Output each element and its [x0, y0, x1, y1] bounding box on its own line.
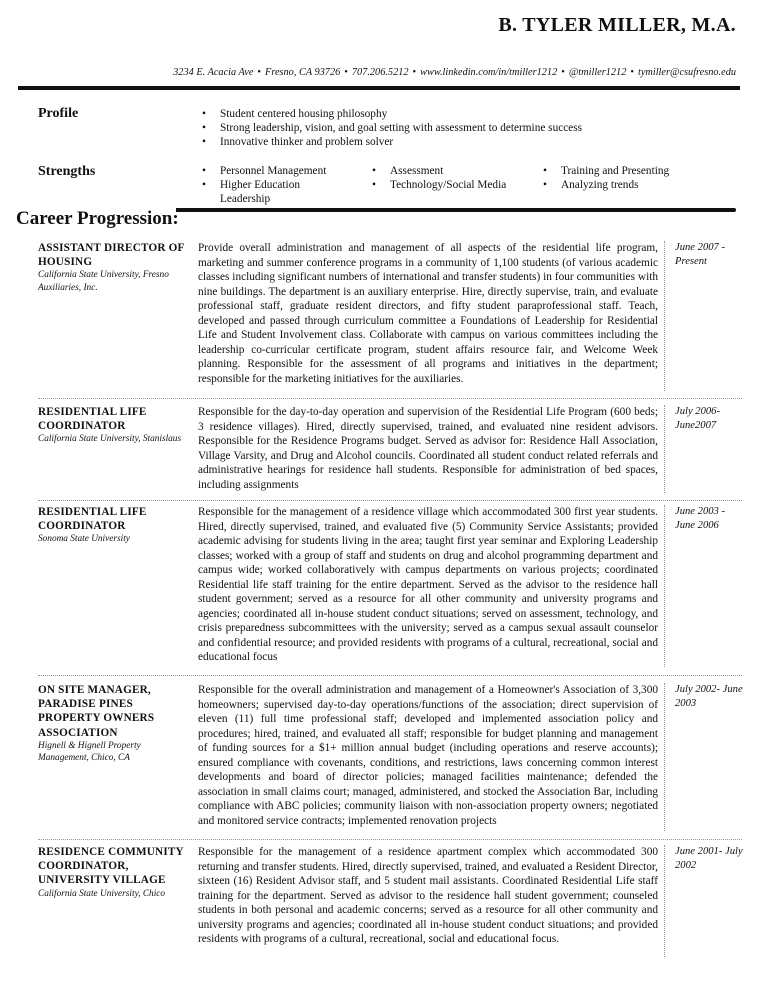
job-org: Hignell & Hignell Property Management, Chico, CA	[38, 740, 141, 764]
row-divider	[38, 839, 742, 840]
row-divider	[38, 398, 742, 399]
profile-label: Profile	[38, 106, 79, 121]
job-org: Sonoma State University	[38, 534, 130, 545]
career-rule	[176, 208, 736, 212]
job-description: Responsible for the management of a residence village which accommodated 300 first year students. Hired, directly supervised, trained, and evaluated five (5) Community Service Assistants; provided academic advising for students living in the area; taught first year seminar and Exploring Leadership classes; worked with a group of staff and students on drug and alcohol programming department and campus wide; worked collaboratively with campus departments on various projects; coordinated Residential life staff training for the entire department. Served as the advisor to the residence hall student government; served as a resource for all other community and university programs and agencies; coordinated all in-house student conduct situations; served on assessment, technology, and crisis preparedness subcommittees with the university; served as a campus sexual assault counselor and confidential resource; and provided residents with programs of a cultural, recreational, social and educational focus	[198, 506, 658, 664]
profile-item: • Innovative thinker and problem solver	[198, 135, 698, 149]
job-description: Responsible for the overall administration and management of a Homeowner's Association of 3,300 homeowners; supervised day-to-day operations/functions of the association; direct supervision of eleven (11) full time professional staff; developed and implemented association policy and procedures; hired, trained, and evaluated all staff; responsible for budget planning and management of funding sources for a $1+ million annual budget (including operations and reserve accounts); ensured compliance with covenants, conditions, and restrictions, laws concerning common interest developments and board of director policies; managed facilities maintenance; defended the association in small claims court; managed, administered, and stocked the Association Bar, including compliance with ABC policies; community liaison with non-association property owners; negotiated and monitored service contracts; implemented renovation projects	[198, 684, 658, 827]
job-title	[38, 683, 190, 765]
row-divider	[38, 500, 742, 501]
strength-item: • Analyzing trends	[539, 178, 739, 192]
job-title	[38, 241, 190, 294]
strength-item: • Personnel Management	[198, 164, 348, 178]
contact-city: Fresno, CA 93726	[265, 67, 341, 78]
job-description: Provide overall administration and management of all aspects of the residential life program, marketing and summer conference programs in a community of 1,100 students (of various academic classes including significant numbers of international and transfer students) in four communities with nine buildings. The department is an auxiliary enterprise. Hire, directly supervise, train, and evaluate professional staff, graduate resident directors, and fifty student paraprofessional staff. Teach, developed and passed through curriculum committee a Foundations of Leadership for Residential Life and Student Involvement class. Collaborate with campus on various committees including the leadership co-curricular certificate program, student affairs resource fair, and Welcome Week planning. Responsible for the assessment of all programs and initiatives in the department; responsible for the marketing initiatives for the auxiliaries.	[198, 242, 658, 385]
strengths-col-3	[539, 164, 739, 192]
strength-item: • Higher Education Leadership	[198, 178, 348, 206]
job-description: Responsible for the management of a residence apartment complex which accommodated 300 returning and transfer students. Hired, directly supervised, trained, and evaluated a Resident Director, sixteen (16) Resident Advisor staff, and 5 student mail assistants. Coordinated Residential Life staff training for the department. Served as advisor to the residence hall student government; counseled students in both personal and academic concerns; served as a resource for all other community and university programs and agencies; coordinated all in-house student conduct situations; and provided residents with programs of a cultural, recreational, social and educational focus.	[198, 846, 658, 946]
job-org: California State University, Fresno Auxiliaries, Inc.	[38, 270, 169, 293]
column-divider	[664, 845, 665, 957]
job-org: California State University, Chico	[38, 888, 166, 899]
job-title-text: RESIDENTIAL LIFE COORDINATOR	[38, 506, 147, 533]
contact-address: 3234 E. Acacia Ave	[173, 67, 254, 78]
strength-item: • Technology/Social Media	[368, 178, 538, 192]
column-divider	[664, 241, 665, 391]
column-divider	[664, 683, 665, 831]
contact-phone: 707.206.5212	[351, 67, 409, 78]
job-title-text: ASSISTANT DIRECTOR OF HOUSING	[38, 242, 185, 269]
job-title	[38, 505, 190, 546]
strength-item: • Training and Presenting	[539, 164, 739, 178]
job-dates: June 2003 - June 2006	[675, 506, 726, 532]
job-title	[38, 845, 190, 900]
job-dates: June 2001- July 2002	[675, 846, 743, 872]
strengths-col-2	[368, 164, 538, 192]
job-title-text: RESIDENTIAL LIFE COORDINATOR	[38, 406, 147, 433]
row-divider	[38, 675, 742, 676]
job-dates: June 2007 - Present	[675, 242, 726, 268]
job-title-text: ON SITE MANAGER, PARADISE PINES PROPERTY OWNERS ASSOCIATION	[38, 684, 155, 739]
column-divider	[664, 405, 665, 493]
resume-name: B. TYLER MILLER, M.A.	[498, 14, 736, 36]
job-dates: July 2002- June 2003	[675, 684, 743, 710]
contact-twitter: @tmiller1212	[568, 67, 627, 78]
profile-item: • Student centered housing philosophy	[198, 107, 698, 121]
career-title: Career Progression:	[16, 208, 179, 229]
contact-line: 3234 E. Acacia Ave • Fresno, CA 93726 • 707.206.5212 • www.linkedin.com/in/tmiller1212 • @tmiller1212 • tymiller@csufresno.edu	[173, 67, 736, 78]
strengths-label: Strengths	[38, 164, 96, 179]
job-title	[38, 405, 190, 446]
column-divider	[664, 505, 665, 667]
profile-item: • Strong leadership, vision, and goal setting with assessment to determine success	[198, 121, 698, 135]
contact-linkedin: www.linkedin.com/in/tmiller1212	[420, 67, 558, 78]
profile-list	[198, 107, 698, 149]
job-description: Responsible for the day-to-day operation and supervision of the Residential Life Program (600 beds; 3 residence villages). Hired, directly supervised, trained, and evaluated nine resident advisors. Responsible for the Residence Programs budget. Served as advisor for: Residence Hall Association, Village Varsity, and Drug and Alcohol councils. Coordinated all student conduct related referrals and administrative hearings for residence hall students. Responsible for administration of bed spaces, including assignments	[198, 406, 658, 491]
job-org: California State University, Stanislaus	[38, 434, 182, 445]
strength-item: • Assessment	[368, 164, 538, 178]
job-dates: July 2006- June2007	[675, 406, 721, 432]
job-title-text: RESIDENCE COMMUNITY COORDINATOR, UNIVERSITY VILLAGE	[38, 846, 184, 887]
header-rule	[18, 86, 740, 90]
strengths-col-1	[198, 164, 348, 206]
contact-email: tymiller@csufresno.edu	[637, 67, 736, 78]
